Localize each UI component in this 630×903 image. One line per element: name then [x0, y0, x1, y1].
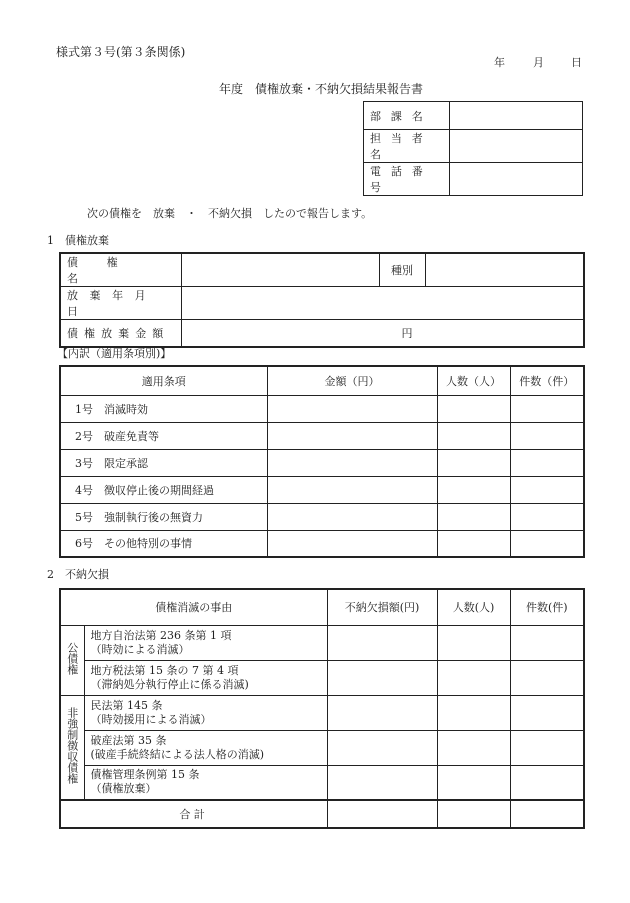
- deficit-persons-cell[interactable]: [437, 660, 510, 695]
- reason-cell: [84, 730, 327, 765]
- clause-cell: 3号 限定承認: [60, 449, 267, 476]
- persons-cell[interactable]: [437, 476, 510, 503]
- reason-note: (破産手続終結による法人格の消滅): [90, 747, 265, 761]
- section2-heading: 2 不納欠損: [47, 568, 109, 581]
- public-claim-group-label: [60, 625, 84, 695]
- persons-header: 人数（人）: [437, 366, 510, 395]
- deficit-persons-cell[interactable]: [437, 625, 510, 660]
- amount-cell[interactable]: [267, 449, 437, 476]
- reason-note: （時効による消滅）: [90, 642, 190, 656]
- clause-cell: 5号 強制執行後の無資力: [60, 503, 267, 530]
- clause-cell: 1号 消滅時効: [60, 395, 267, 422]
- total-cases-cell[interactable]: [510, 800, 584, 828]
- deficit-table: [59, 588, 585, 829]
- person-in-charge-field[interactable]: [450, 130, 583, 163]
- reporter-table: [363, 101, 583, 196]
- day-label: 日: [571, 56, 582, 69]
- amount-header: 金額（円）: [267, 366, 437, 395]
- total-amount-cell[interactable]: [327, 800, 437, 828]
- amount-cell[interactable]: [267, 422, 437, 449]
- public-claim-group-text: 公債権: [65, 642, 79, 675]
- month-label: 月: [533, 56, 544, 69]
- form-id: 様式第３号(第３条関係): [56, 45, 186, 59]
- total-persons-cell[interactable]: [437, 800, 510, 828]
- table-row: [60, 695, 584, 730]
- deficit-persons-cell[interactable]: [437, 765, 510, 800]
- phone-label: 電話番号: [364, 163, 450, 196]
- table-row: [60, 449, 584, 476]
- reason-line: 地方自治法第 236 条第 1 項: [90, 628, 232, 642]
- amount-cell[interactable]: [267, 476, 437, 503]
- amount-cell[interactable]: [267, 395, 437, 422]
- reason-cell: [84, 765, 327, 800]
- reason-header: 債権消滅の事由: [60, 589, 327, 625]
- persons-cell[interactable]: [437, 422, 510, 449]
- claim-name-field[interactable]: [181, 253, 379, 287]
- deficit-cases-cell[interactable]: [510, 730, 584, 765]
- persons-cell[interactable]: [437, 395, 510, 422]
- persons-cell[interactable]: [437, 530, 510, 557]
- deficit-cases-cell[interactable]: [510, 660, 584, 695]
- total-label: 合計: [60, 800, 327, 828]
- cases-cell[interactable]: [510, 449, 584, 476]
- department-field[interactable]: [450, 102, 583, 130]
- cases-cell[interactable]: [510, 476, 584, 503]
- statement: 次の債権を 放棄 ・ 不納欠損 したので報告します。: [87, 207, 373, 220]
- person-in-charge-label: 担当者名: [364, 130, 450, 163]
- table-row: [60, 503, 584, 530]
- deficit-amount-cell[interactable]: [327, 660, 437, 695]
- section1-heading: 1 債権放棄: [47, 234, 109, 247]
- cases-cell[interactable]: [510, 395, 584, 422]
- yen-unit: 円: [401, 326, 413, 340]
- table-row: [60, 530, 584, 557]
- reason-note: （滞納処分執行停止に係る消滅): [90, 677, 249, 691]
- page-title: 年度 債権放棄・不納欠損結果報告書: [219, 82, 424, 96]
- table-row: [60, 765, 584, 800]
- amount-cell[interactable]: [267, 530, 437, 557]
- phone-field[interactable]: [450, 163, 583, 196]
- waiver-date-field[interactable]: [181, 287, 584, 320]
- table-row: [60, 660, 584, 695]
- cases-header: 件数（件）: [510, 366, 584, 395]
- reason-line: 破産法第 35 条: [90, 733, 167, 747]
- reason-line: 債権管理条例第 15 条: [90, 768, 200, 782]
- waiver-table: [59, 252, 585, 348]
- department-label: 部課名: [364, 102, 450, 130]
- persons-cell[interactable]: [437, 503, 510, 530]
- table-row: [60, 395, 584, 422]
- total-row: [60, 800, 584, 828]
- breakdown-table: [59, 365, 585, 558]
- reason-line: 地方税法第 15 条の 7 第 4 項: [90, 663, 239, 677]
- type-label: 種別: [379, 253, 425, 287]
- deficit-cases-cell[interactable]: [510, 765, 584, 800]
- table-row: [60, 625, 584, 660]
- breakdown-label: 【内訳（適用条項別)】: [57, 347, 172, 360]
- deficit-cases-cell[interactable]: [510, 695, 584, 730]
- cases-cell[interactable]: [510, 530, 584, 557]
- deficit-cases-header: 件数(件): [510, 589, 584, 625]
- type-field[interactable]: [425, 253, 584, 287]
- reason-line: 民法第 145 条: [90, 698, 163, 712]
- clause-header: 適用条項: [60, 366, 267, 395]
- waiver-amount-label: 債権放棄金額: [60, 320, 181, 347]
- table-row: [60, 476, 584, 503]
- claim-name-label: 債権名: [60, 253, 181, 287]
- year-label: 年: [494, 56, 505, 69]
- clause-cell: 2号 破産免責等: [60, 422, 267, 449]
- amount-cell[interactable]: [267, 503, 437, 530]
- deficit-persons-header: 人数(人): [437, 589, 510, 625]
- deficit-persons-cell[interactable]: [437, 695, 510, 730]
- clause-cell: 4号 徴収停止後の期間経過: [60, 476, 267, 503]
- clause-cell: 6号 その他特別の事情: [60, 530, 267, 557]
- deficit-amount-cell[interactable]: [327, 765, 437, 800]
- waiver-date-label: 放棄年月日: [60, 287, 181, 320]
- deficit-cases-cell[interactable]: [510, 625, 584, 660]
- nonenforced-claim-group-label: [60, 695, 84, 800]
- table-row: [60, 730, 584, 765]
- reason-cell: [84, 660, 327, 695]
- cases-cell[interactable]: [510, 422, 584, 449]
- deficit-amount-header: 不納欠損額(円): [327, 589, 437, 625]
- reason-note: （債権放棄）: [90, 782, 157, 796]
- reason-note: （時効援用による消滅）: [90, 712, 212, 726]
- deficit-amount-cell[interactable]: [327, 625, 437, 660]
- deficit-amount-cell[interactable]: [327, 695, 437, 730]
- table-row: [60, 422, 584, 449]
- waiver-amount-field[interactable]: [181, 320, 584, 347]
- nonenforced-claim-group-text: 非強制徴収債権: [65, 707, 79, 785]
- cases-cell[interactable]: [510, 503, 584, 530]
- reason-cell: [84, 695, 327, 730]
- deficit-amount-cell[interactable]: [327, 730, 437, 765]
- persons-cell[interactable]: [437, 449, 510, 476]
- deficit-persons-cell[interactable]: [437, 730, 510, 765]
- reason-cell: [84, 625, 327, 660]
